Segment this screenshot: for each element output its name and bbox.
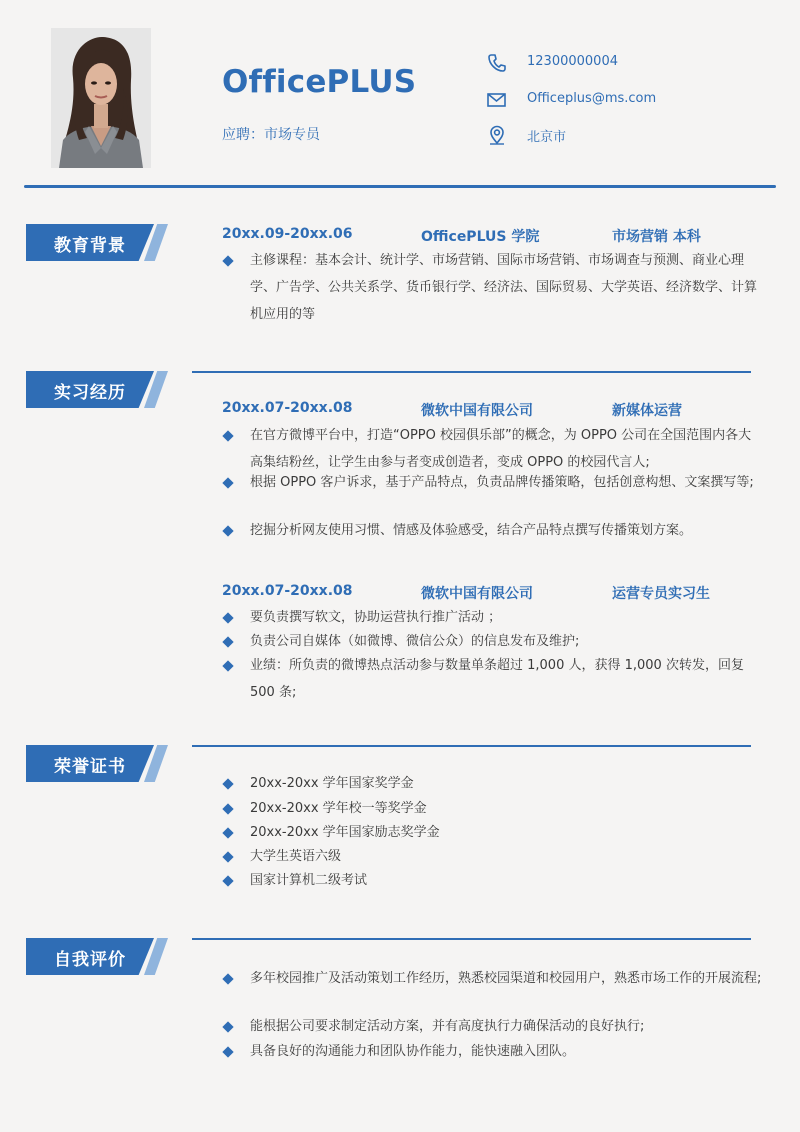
list-item: 主修课程：基本会计、统计学、市场营销、国际市场营销、市场调查与预测、商业心理学、广告学、公共关系学、货币银行学、经济法、国际贸易、大学英语、经济数学、计算机应用的等 bbox=[222, 247, 762, 328]
list-item: 国家计算机二级考试 bbox=[222, 867, 762, 894]
job-company: 微软中国有限公司 bbox=[421, 403, 533, 419]
phone-number[interactable]: 12300000004 bbox=[527, 54, 618, 69]
candidate-name: OfficePLUS bbox=[222, 64, 417, 100]
section-divider bbox=[192, 938, 751, 940]
job-period: 20xx.07-20xx.08 bbox=[222, 400, 353, 416]
section-title-internship: 实习经历 bbox=[26, 371, 168, 408]
list-item: 20xx-20xx 学年国家励志奖学金 bbox=[222, 819, 762, 846]
header-divider bbox=[24, 185, 776, 188]
job-company: 微软中国有限公司 bbox=[421, 586, 533, 602]
job-role: 运营专员实习生 bbox=[612, 586, 710, 602]
email-address[interactable]: Officeplus@ms.com bbox=[527, 91, 657, 106]
list-item: 大学生英语六级 bbox=[222, 843, 762, 870]
section-divider bbox=[192, 745, 751, 747]
job-period: 20xx.07-20xx.08 bbox=[222, 583, 353, 599]
list-item: 能根据公司要求制定活动方案，并有高度执行力确保活动的良好执行; bbox=[222, 1013, 762, 1040]
phone-icon bbox=[486, 52, 508, 74]
job-role: 新媒体运营 bbox=[612, 403, 682, 419]
location-pin-icon bbox=[486, 124, 508, 146]
mail-icon bbox=[486, 89, 508, 111]
list-item: 20xx-20xx 学年校一等奖学金 bbox=[222, 795, 762, 822]
profile-photo bbox=[51, 28, 151, 168]
section-title-honors: 荣誉证书 bbox=[26, 745, 168, 782]
list-item: 具备良好的沟通能力和团队协作能力，能快速融入团队。 bbox=[222, 1038, 762, 1065]
list-item: 业绩：所负责的微博热点活动参与数量单条超过 1,000 人，获得 1,000 次转发，回复 500 条; bbox=[222, 652, 762, 706]
list-item: 多年校园推广及活动策划工作经历，熟悉校园渠道和校园用户，熟悉市场工作的开展流程; bbox=[222, 965, 762, 992]
list-item: 负责公司自媒体（如微博、微信公众）的信息发布及维护; bbox=[222, 628, 762, 655]
list-item: 20xx-20xx 学年国家奖学金 bbox=[222, 770, 762, 797]
education-major: 市场营销 本科 bbox=[612, 229, 701, 245]
education-school: OfficePLUS 学院 bbox=[421, 229, 540, 245]
list-item: 在官方微博平台中，打造“OPPO 校园俱乐部”的概念，为 OPPO 公司在全国范围内各大高集结粉丝，让学生由参与者变成创造者，变成 OPPO 的校园代言人; bbox=[222, 422, 762, 476]
applied-position: 应聘：市场专员 bbox=[222, 127, 320, 143]
section-title-self-evaluation: 自我评价 bbox=[26, 938, 168, 975]
list-item: 要负责撰写软文，协助运营执行推广活动 ； bbox=[222, 604, 762, 631]
location-text: 北京市 bbox=[527, 130, 567, 145]
list-item: 挖掘分析网友使用习惯、情感及体验感受，结合产品特点撰写传播策划方案。 bbox=[222, 517, 762, 544]
section-title-education: 教育背景 bbox=[26, 224, 168, 261]
section-divider bbox=[192, 371, 751, 373]
education-period: 20xx.09-20xx.06 bbox=[222, 226, 353, 242]
list-item: 根据 OPPO 客户诉求，基于产品特点，负责品牌传播策略，包括创意构想、文案撰写等; bbox=[222, 469, 762, 496]
